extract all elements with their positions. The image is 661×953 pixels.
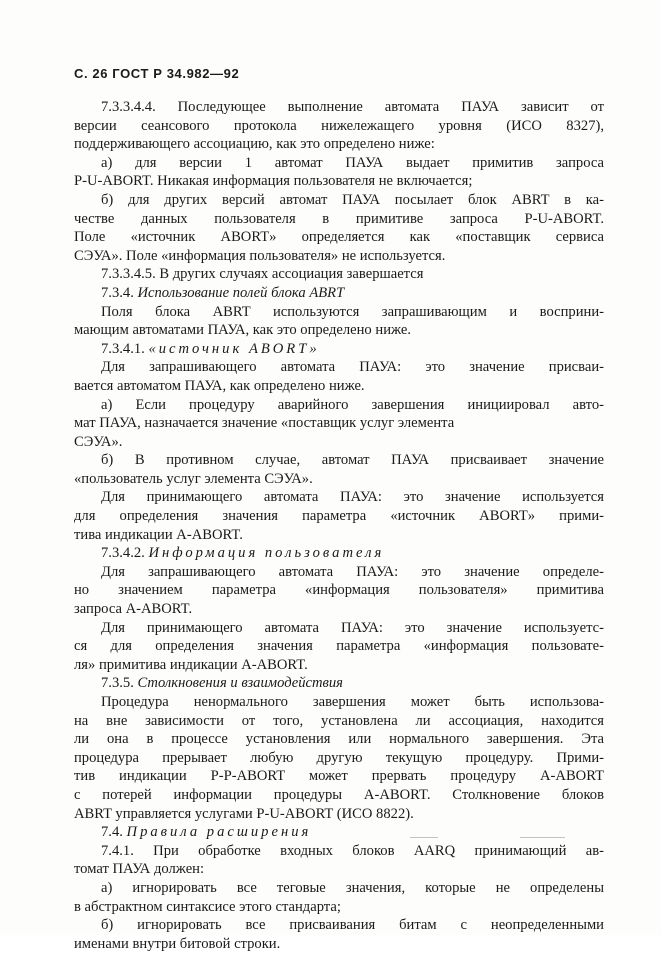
text-line: 7.3.4.1. «источник ABORT»: [101, 340, 320, 357]
text-line: ся для определения значения параметра «информация пользовате-: [74, 638, 604, 655]
text-line: 7.3.4.2. Информация пользователя: [101, 545, 385, 562]
text-line: б) В противном случае, автомат ПАУА присваивает значение: [101, 452, 604, 469]
text-line: но значением параметра «информация пользователя» примитива: [74, 582, 604, 599]
text-line: мающим автоматами ПАУА, как это определено ниже.: [74, 322, 412, 339]
text-line: мат ПАУА, назначается значение «поставщик услуг элемента: [74, 415, 455, 432]
text-line: ля» примитива индикации A-ABORT.: [74, 656, 308, 673]
text-line: б) игнорировать все присваивания битам с неопределенными: [101, 917, 604, 934]
text-line: поддерживающего ассоциацию, как это определено ниже:: [74, 136, 435, 153]
text-line: ABRT управляется услугами P-U-ABORT (ИСО 8822).: [74, 805, 414, 822]
text-line: Для принимающего автомата ПАУА: это значение используется: [101, 489, 604, 506]
text-line: с потерей информации процедуры A-ABORT. Столкновение блоков: [74, 786, 604, 803]
text-line: 7.4. Правила расширения: [101, 824, 312, 841]
text-line: P-U-ABORT. Никакая информация пользователя не включается;: [74, 173, 473, 190]
scan-mark: [520, 837, 565, 838]
text-line: на вне зависимости от того, установлена ли ассоциация, находится: [74, 712, 604, 729]
text-line: честве данных пользователя в примитиве запроса P-U-ABORT.: [74, 210, 604, 227]
text-line: процедура прерывает любую другую текущую процедуру. Прими-: [74, 749, 604, 766]
scan-mark: [410, 837, 438, 838]
text-line: Поля блока ABRT используются запрашивающим и восприни-: [101, 303, 604, 320]
text-line: томат ПАУА должен:: [74, 861, 205, 878]
text-line: а) Если процедуру аварийного завершения инициировал авто-: [101, 396, 604, 413]
text-line: Для запрашивающего автомата ПАУА: это значение присваи-: [101, 359, 604, 376]
text-line: а) для версии 1 автомат ПАУА выдает примитив запроса: [101, 154, 604, 171]
text-line: б) для других версий автомат ПАУА посылает блок ABRT в ка-: [101, 191, 604, 208]
text-line: СЭУА». Поле «информация пользователя» не используется.: [74, 247, 446, 264]
text-line: а) игнорировать все теговые значения, которые не определены: [101, 879, 604, 896]
text-line: именами внутри битовой строки.: [74, 935, 281, 952]
text-line: в абстрактном синтаксисе этого стандарта;: [74, 898, 341, 915]
text-line: Поле «источник ABORT» определяется как «поставщик сервиса: [74, 229, 604, 246]
text-line: запроса A-ABORT.: [74, 601, 193, 618]
text-line: 7.3.5. Столкновения и взаимодействия: [101, 675, 343, 692]
text-line: версии сеансового протокола нижележащего уровня (ИСО 8327),: [74, 117, 604, 134]
text-line: Для запрашивающего автомата ПАУА: это значение определе-: [101, 563, 604, 580]
text-line: 7.3.3.4.4. Последующее выполнение автомата ПАУА зависит от: [101, 99, 604, 115]
text-line: ли она в процессе установления или нормального завершения. Эта: [74, 731, 604, 748]
text-line: 7.4.1. При обработке входных блоков AARQ принимающий ав-: [101, 842, 604, 859]
document-body: [74, 98, 604, 953]
text-line: Для принимающего автомата ПАУА: это значение используетс-: [101, 619, 604, 636]
text-line: вается автоматом ПАУА, как определено ниже.: [74, 377, 365, 394]
text-line: тив индикации P-P-ABORT может прервать процедуру A-ABORT: [74, 768, 604, 785]
text-line: «пользователь услуг элемента СЭУА».: [74, 470, 313, 487]
text-line: тива индикации A-ABORT.: [74, 526, 243, 543]
text-line: Процедура ненормального завершения может быть использова-: [101, 694, 604, 710]
text-line: 7.3.4. Использование полей блока ABRT: [101, 284, 345, 301]
text-line: 7.3.3.4.5. В других случаях ассоциация завершается: [101, 266, 424, 283]
text-line: СЭУА».: [74, 433, 123, 450]
page-header: С. 26 ГОСТ Р 34.982—92: [74, 66, 240, 81]
text-line: для определения значения параметра «источник ABORT» прими-: [74, 508, 604, 525]
